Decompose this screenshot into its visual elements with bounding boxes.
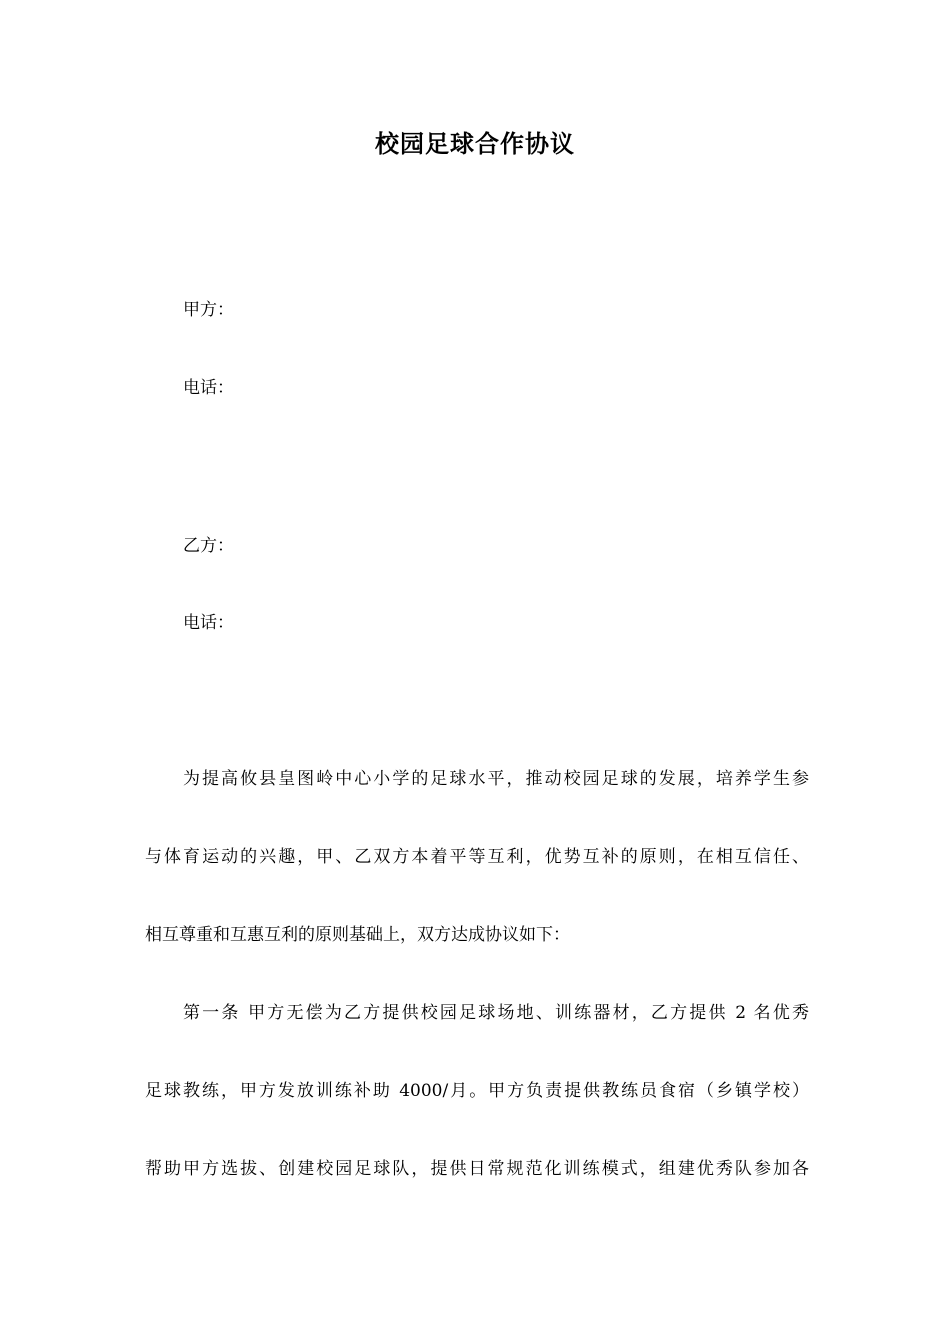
party-b-phone-label: 电话： [183, 613, 234, 633]
party-b-label: 乙方： [183, 536, 234, 556]
body-line: 为提高攸县皇图岭中心小学的足球水平，推动校园足球的发展，培养学生参 [183, 769, 809, 789]
party-a-label: 甲方： [183, 300, 234, 320]
body-line: 帮助甲方选拔、创建校园足球队，提供日常规范化训练模式，组建优秀队参加各 [145, 1159, 809, 1179]
body-line: 足球教练，甲方发放训练补助 4000/月。甲方负责提供教练员食宿（乡镇学校） [145, 1081, 809, 1101]
party-a-phone-label: 电话： [183, 378, 234, 398]
body-line: 第一条 甲方无偿为乙方提供校园足球场地、训练器材，乙方提供 2 名优秀 [183, 1003, 809, 1023]
document-title: 校园足球合作协议 [375, 130, 575, 158]
body-line: 相互尊重和互惠互利的原则基础上，双方达成协议如下： [145, 925, 570, 945]
body-line: 与体育运动的兴趣，甲、乙双方本着平等互利，优势互补的原则，在相互信任、 [145, 847, 809, 867]
